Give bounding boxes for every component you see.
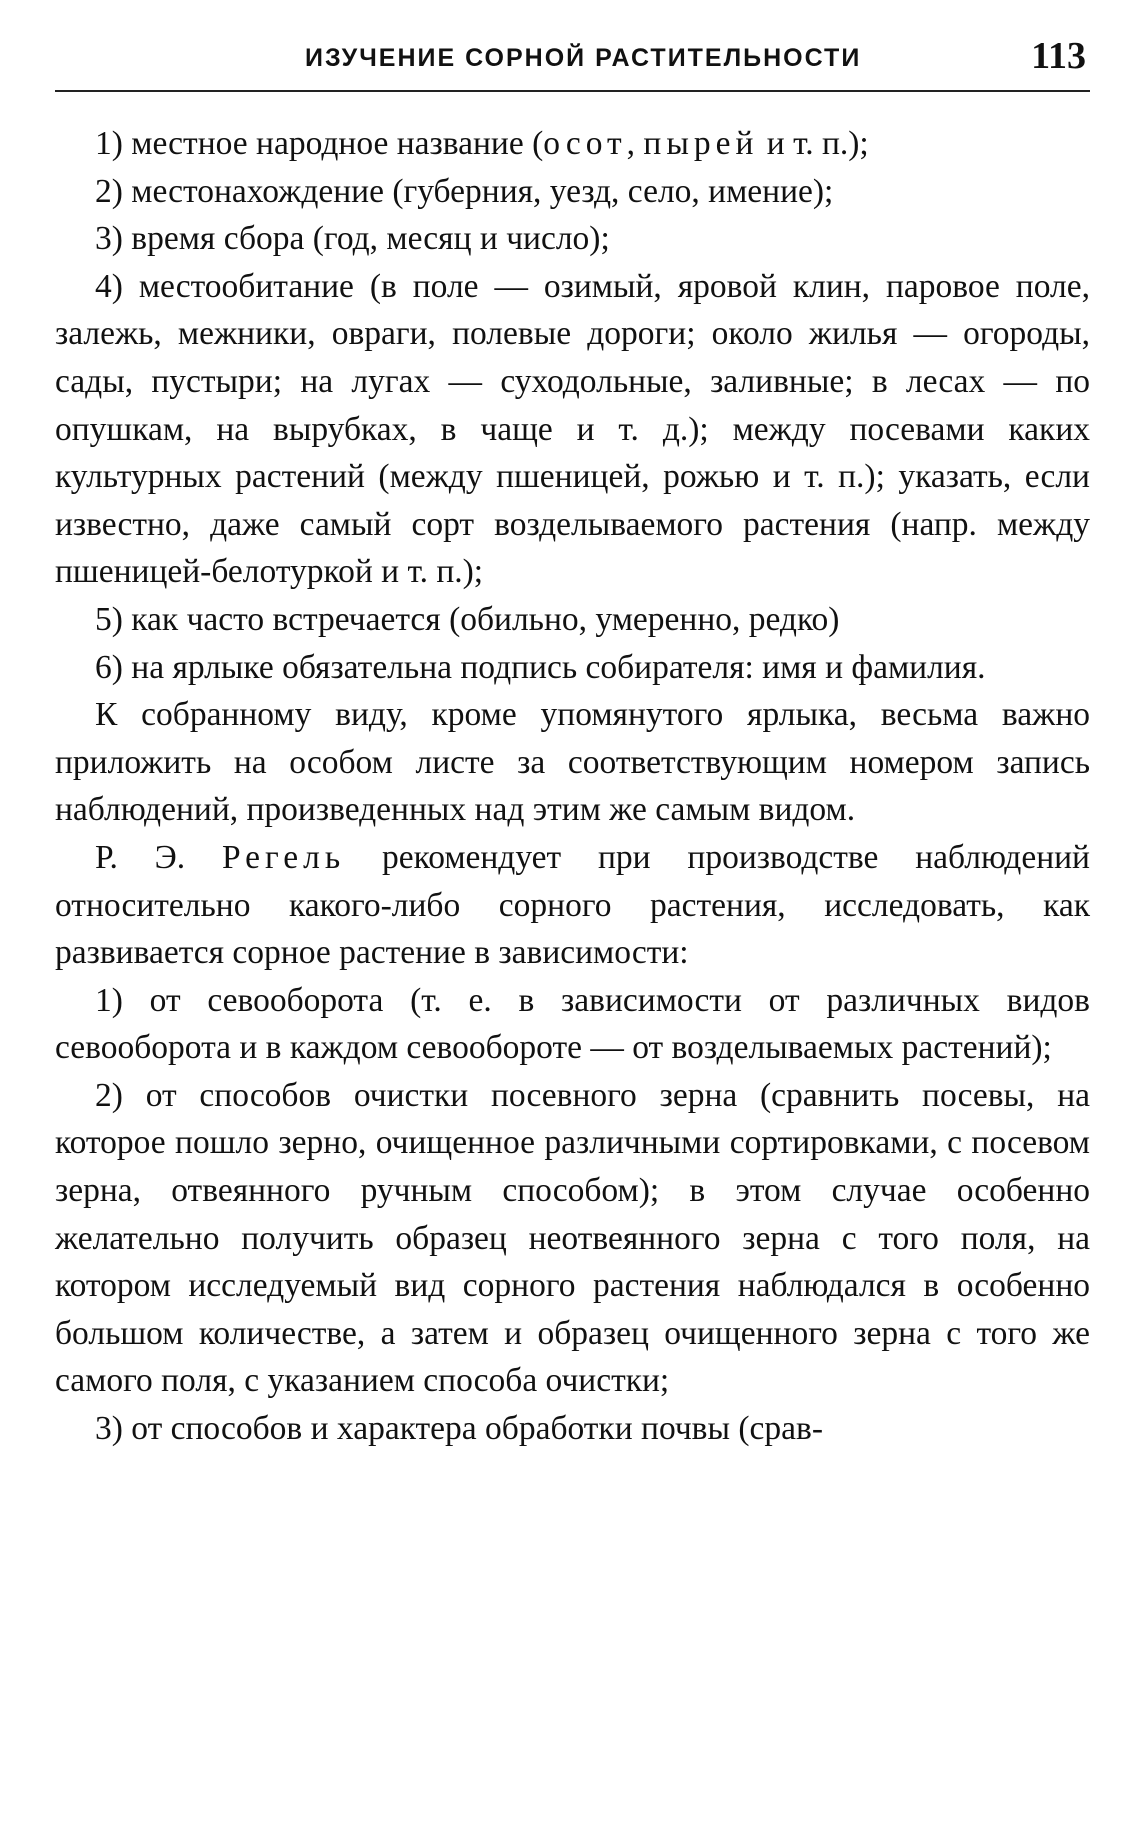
running-head: ИЗУЧЕНИЕ СОРНОЙ РАСТИТЕЛЬНОСТИ <box>305 44 862 72</box>
list-item-habitat: 4) местообитание (в поле — озимый, яровой клин, паровое поле, залежь, межники, овраги, полевые дороги; около жилья — огороды, сады, пустыри; на лугах — суходольные, заливные; в лесах — по опушкам, на вырубках, в чаще и т. д.); между посевами каких культурных растений (между пшеницей, рожью и т. п.); указать, если известно, даже самый сорт возделываемого растения (напр. между пшеницей-белотуркой и т. п.); <box>55 267 1090 591</box>
list-item-seed-cleaning: 2) от способов очистки посевного зерна (сравнить посевы, на которое пошло зерно, очищенное различными сортировками, с посевом зерна, отвеянного ручным способом); в этом случае особенно желательно получить образец неотвеянного зерна с того поля, на котором исследуемый вид сорного растения наблюдался в особенно большом количестве, а затем и образец очищенного зерна с того же самого поля, с указанием способа очистки; <box>55 1076 1090 1400</box>
page-number: 113 <box>1031 35 1086 77</box>
page-header <box>55 32 1090 92</box>
header-rule <box>55 90 1090 92</box>
text-run: рекомендует при производстве наблюдений относительно какого-либо сорного растения, исследовать, как развивается сорное растение в зависимости: <box>55 838 1090 972</box>
emphasis-text: Регель <box>221 838 346 876</box>
list-item-collector-signature: 6) на ярлыке обязательна подпись собирателя: имя и фамилия. <box>95 648 986 686</box>
book-page <box>55 22 1090 1822</box>
list-item-crop-rotation: 1) от севооборота (т. е. в зависимости от различных видов севооборота и в каждом севообороте — от возделываемых растений); <box>55 981 1090 1067</box>
text-run: Р. Э. <box>95 838 222 876</box>
list-item-local-name <box>55 120 1090 168</box>
emphasis-text: пырей <box>643 125 759 162</box>
emphasis-text: осот <box>543 125 627 162</box>
text-run: 1) местное народное название ( <box>95 125 544 162</box>
body-text <box>55 120 1090 1453</box>
list-item-location: 2) местонахождение (губерния, уезд, село, имение); <box>95 172 834 210</box>
paragraph-observation-record: К собранному виду, кроме упомянутого ярлыка, весьма важно приложить на особом листе за соответствующим номером запись наблюдений, произведенных над этим же самым видом. <box>55 696 1090 829</box>
paragraph-regel-recommendation <box>55 834 1090 977</box>
list-item-frequency: 5) как часто встречается (обильно, умеренно, редко) <box>95 600 840 638</box>
list-item-soil-tillage: 3) от способов и характера обработки почвы (срав- <box>95 1410 823 1448</box>
text-run: , <box>626 125 644 162</box>
list-item-collection-date: 3) время сбора (год, месяц и число); <box>95 220 610 258</box>
text-run: и т. п.); <box>758 125 869 162</box>
